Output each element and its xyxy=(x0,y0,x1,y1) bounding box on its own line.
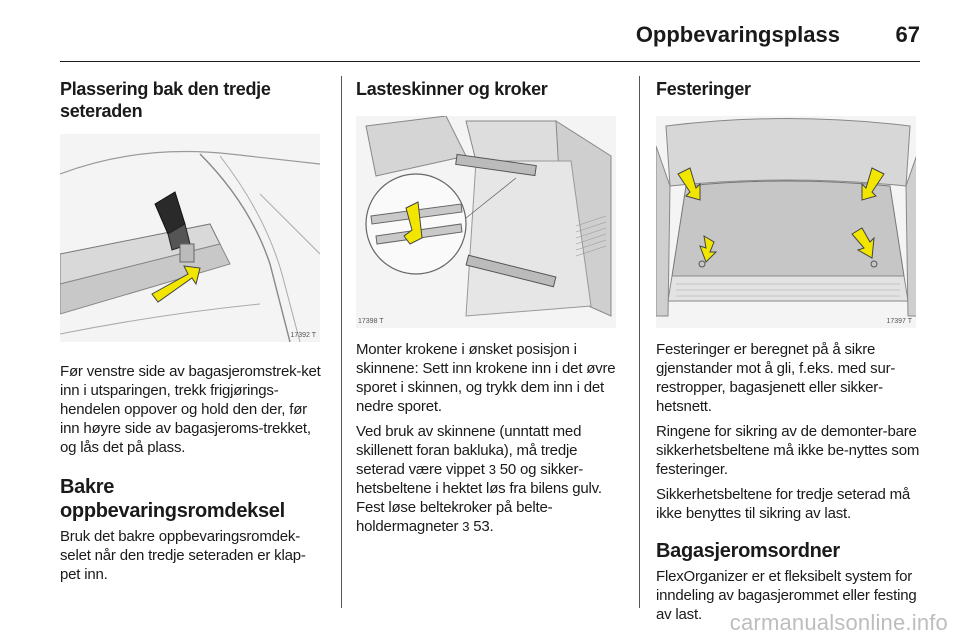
paragraph: Før venstre side av bagasjeromstrek-ket inn i utsparingen, trekk frigjørings-hendelen oppover og hold den der, før inn høyre side av bagasjeroms-trekket, og lås det på plass. xyxy=(60,363,321,456)
section-heading: Lasteskinner og kroker xyxy=(356,79,548,99)
paragraph: Bruk det bakre oppbevaringsromdek-selet når den tredje seteraden er klap-pet inn. xyxy=(60,528,306,583)
load-rails-illustration xyxy=(356,116,616,328)
paragraph: Ringene for sikring av de demonter-bare sikkerhetsbeltene må ikke be-nyttes som festeringer. xyxy=(656,423,920,478)
column-3 xyxy=(656,76,920,624)
figure-load-rails xyxy=(356,116,616,328)
paragraph: Monter krokene i ønsket posisjon i skinnene: Sett inn krokene inn i det øvre sporet i skinnen, og trykk dem inn i det nedre sporet. xyxy=(356,341,616,415)
rear-cover-illustration xyxy=(60,134,320,342)
paragraph: Sikkerhetsbeltene for tredje seterad må ikke benyttes til sikring av last. xyxy=(656,486,911,522)
column-divider xyxy=(639,76,640,608)
tie-downs-illustration xyxy=(656,116,916,328)
figure-tie-downs xyxy=(656,116,916,328)
page-header xyxy=(60,0,920,62)
figure-number: 17398 T xyxy=(358,318,384,325)
section-heading: Bakre oppbevaringsromdeksel xyxy=(60,476,285,522)
page-number: 67 xyxy=(895,22,920,47)
section-heading: Festeringer xyxy=(656,79,751,99)
column-divider xyxy=(341,76,342,608)
section-heading: Plassering bak den tredje seteraden xyxy=(60,79,271,121)
paragraph: Festeringer er beregnet på å sikre gjenstander mot å gli, f.eks. med sur-restropper, bagasjenett eller sikker-hetsnett. xyxy=(656,341,896,415)
paragraph: FlexOrganizer er et fleksibelt system for inndeling av bagasjerommet eller festing av last. xyxy=(656,568,917,623)
cross-reference-icon: 3 xyxy=(462,519,470,534)
paragraph: Ved bruk av skinnene (unntatt med skillenett foran bakluka), må tredje seterad være vippet 3 50 og sikker-hetsbeltene i hektet løs fra bilens gulv. Fest løse beltekroker på belte-holdermagneter 3 53. xyxy=(356,423,602,535)
figure-rear-cover xyxy=(60,134,320,342)
cross-reference-icon: 3 xyxy=(488,462,496,477)
figure-number: 17392 T xyxy=(290,332,316,339)
column-2 xyxy=(356,76,620,536)
watermark: carmanualsonline.info xyxy=(729,610,948,635)
column-1 xyxy=(60,76,322,584)
figure-number: 17397 T xyxy=(886,318,912,325)
page-title: Oppbevaringsplass xyxy=(635,22,840,47)
section-heading: Bagasjeromsordner xyxy=(656,540,840,562)
